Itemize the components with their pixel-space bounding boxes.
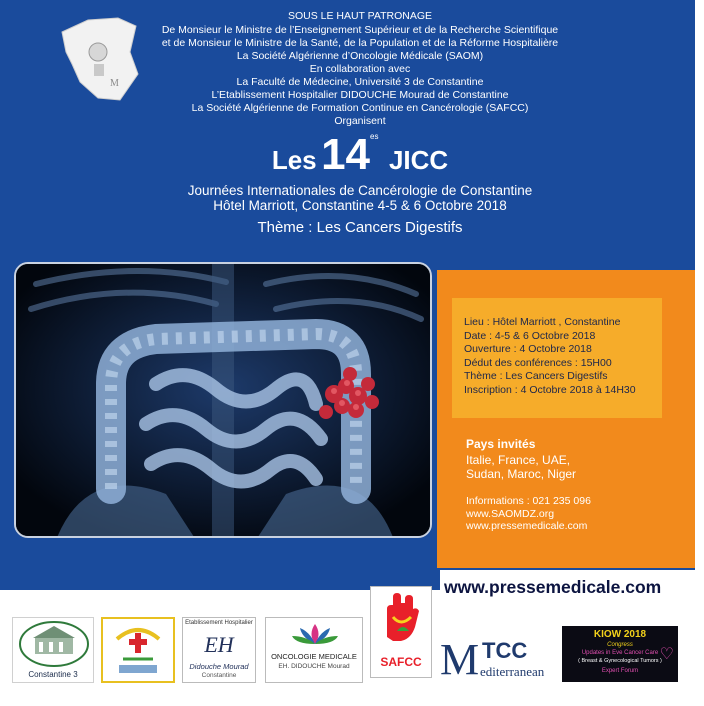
subtitle-line-1: Journées Internationales de Cancérologie de Constantine xyxy=(187,183,533,198)
kiow-2018-logo xyxy=(562,626,678,682)
kiow-title: KIOW 2018 xyxy=(593,629,647,640)
title-suffix: es xyxy=(370,132,379,141)
eh-didouche-logo xyxy=(182,617,256,683)
contact-info xyxy=(466,495,591,533)
guest-countries-list: Italie, France, UAE, Sudan, Maroc, Niger xyxy=(466,453,577,481)
pink-ribbon-icon: ♡ xyxy=(659,646,674,663)
info-theme: Thème : Les Cancers Digestifs xyxy=(464,370,608,382)
kiow-sub-4: Expert Forum xyxy=(601,668,639,674)
header-line-9: Organisent xyxy=(334,115,386,127)
red-crescent-icon xyxy=(103,619,173,681)
header-line-4: La Société Algérienne d’Oncologie Médicale (SAOM) xyxy=(236,50,484,62)
event-details-box xyxy=(452,298,662,418)
contact-phone: Informations : 021 235 096 xyxy=(466,495,591,507)
info-lieu: Lieu : Hôtel Marriott , Constantine xyxy=(464,316,621,328)
oncologie-logo-title: ONCOLOGIE MEDICALE xyxy=(271,652,357,661)
mtcc-logo xyxy=(438,636,550,682)
mtcc-logo-tcc: TCC xyxy=(482,638,528,663)
subtitle xyxy=(150,183,570,213)
hand-icon xyxy=(371,587,432,653)
guest-countries-title: Pays invités xyxy=(466,437,536,451)
intestine-illustration xyxy=(14,262,432,538)
eh-logo-name: Didouche Mourad xyxy=(189,662,249,671)
contact-site-presse: www.pressemedicale.com xyxy=(466,520,588,532)
header-line-6: La Faculté de Médecine, Université 3 de Constantine xyxy=(236,76,484,88)
header-line-5: En collaboration avec xyxy=(309,63,411,75)
univ-constantine-logo xyxy=(12,617,94,683)
title-name: JICC xyxy=(388,145,449,175)
website-link[interactable]: www.pressemedicale.com xyxy=(444,577,662,597)
svg-text:M: M xyxy=(110,78,119,89)
oncologie-medicale-logo xyxy=(265,617,363,683)
mtcc-logo-sub: editerranean xyxy=(480,664,545,679)
info-ouverture: Ouverture : 4 Octobre 2018 xyxy=(464,343,592,355)
eh-logo-top: Etablissement Hospitalier xyxy=(185,620,253,626)
univ-logo-label: Constantine 3 xyxy=(28,670,78,679)
lotus-icon xyxy=(266,618,363,648)
subtitle-line-2: Hôtel Marriott, Constantine 4-5 & 6 Octobre 2018 xyxy=(213,198,507,213)
header-line-8: La Société Algérienne de Formation Continue en Cancérologie (SAFCC) xyxy=(191,102,529,114)
mtcc-logo-m: M xyxy=(440,636,480,682)
eh-logo-city: Constantine xyxy=(201,672,237,679)
header-line-3: et de Monsieur le Ministre de la Santé, de la Population et de la Réforme Hospitalière xyxy=(161,37,559,49)
theme: Thème : Les Cancers Digestifs xyxy=(257,219,463,236)
safcc-logo-label: SAFCC xyxy=(380,655,422,669)
kiow-sub-1: Congress xyxy=(607,642,633,648)
title-les: Les xyxy=(271,145,317,175)
kiow-sub-3: ( Breast & Gynecological Tumors ) xyxy=(578,658,662,664)
event-title xyxy=(200,130,520,180)
eh-logo-mark: EH xyxy=(204,632,234,657)
header-line-1: SOUS LE HAUT PATRONAGE xyxy=(287,10,433,22)
intestine-image xyxy=(16,264,432,538)
header-line-2: De Monsieur le Ministre de l’Enseignement Supérieur et de la Recherche Scientifique xyxy=(161,24,559,36)
info-date: Date : 4-5 & 6 Octobre 2018 xyxy=(464,329,596,342)
university-building-icon xyxy=(13,618,94,668)
info-inscription: Inscription : 4 Octobre 2018 à 14H30 xyxy=(464,383,636,396)
title-number: 14 xyxy=(321,130,371,179)
oncologie-logo-sub: EH. DIDOUCHE Mourad xyxy=(278,663,350,670)
contact-site-saom: www.SAOMDZ.org xyxy=(466,507,555,520)
arabic-org-logo xyxy=(101,617,175,683)
kiow-sub-2: Updates in Eve Cancer Care xyxy=(581,650,659,656)
info-debut: Dédut des conférences : 15H00 xyxy=(464,356,612,369)
header-line-7: L’Etablissement Hospitalier DIDOUCHE Mourad de Constantine xyxy=(211,89,509,101)
saom-map-logo xyxy=(58,12,140,104)
safcc-logo xyxy=(370,586,432,678)
